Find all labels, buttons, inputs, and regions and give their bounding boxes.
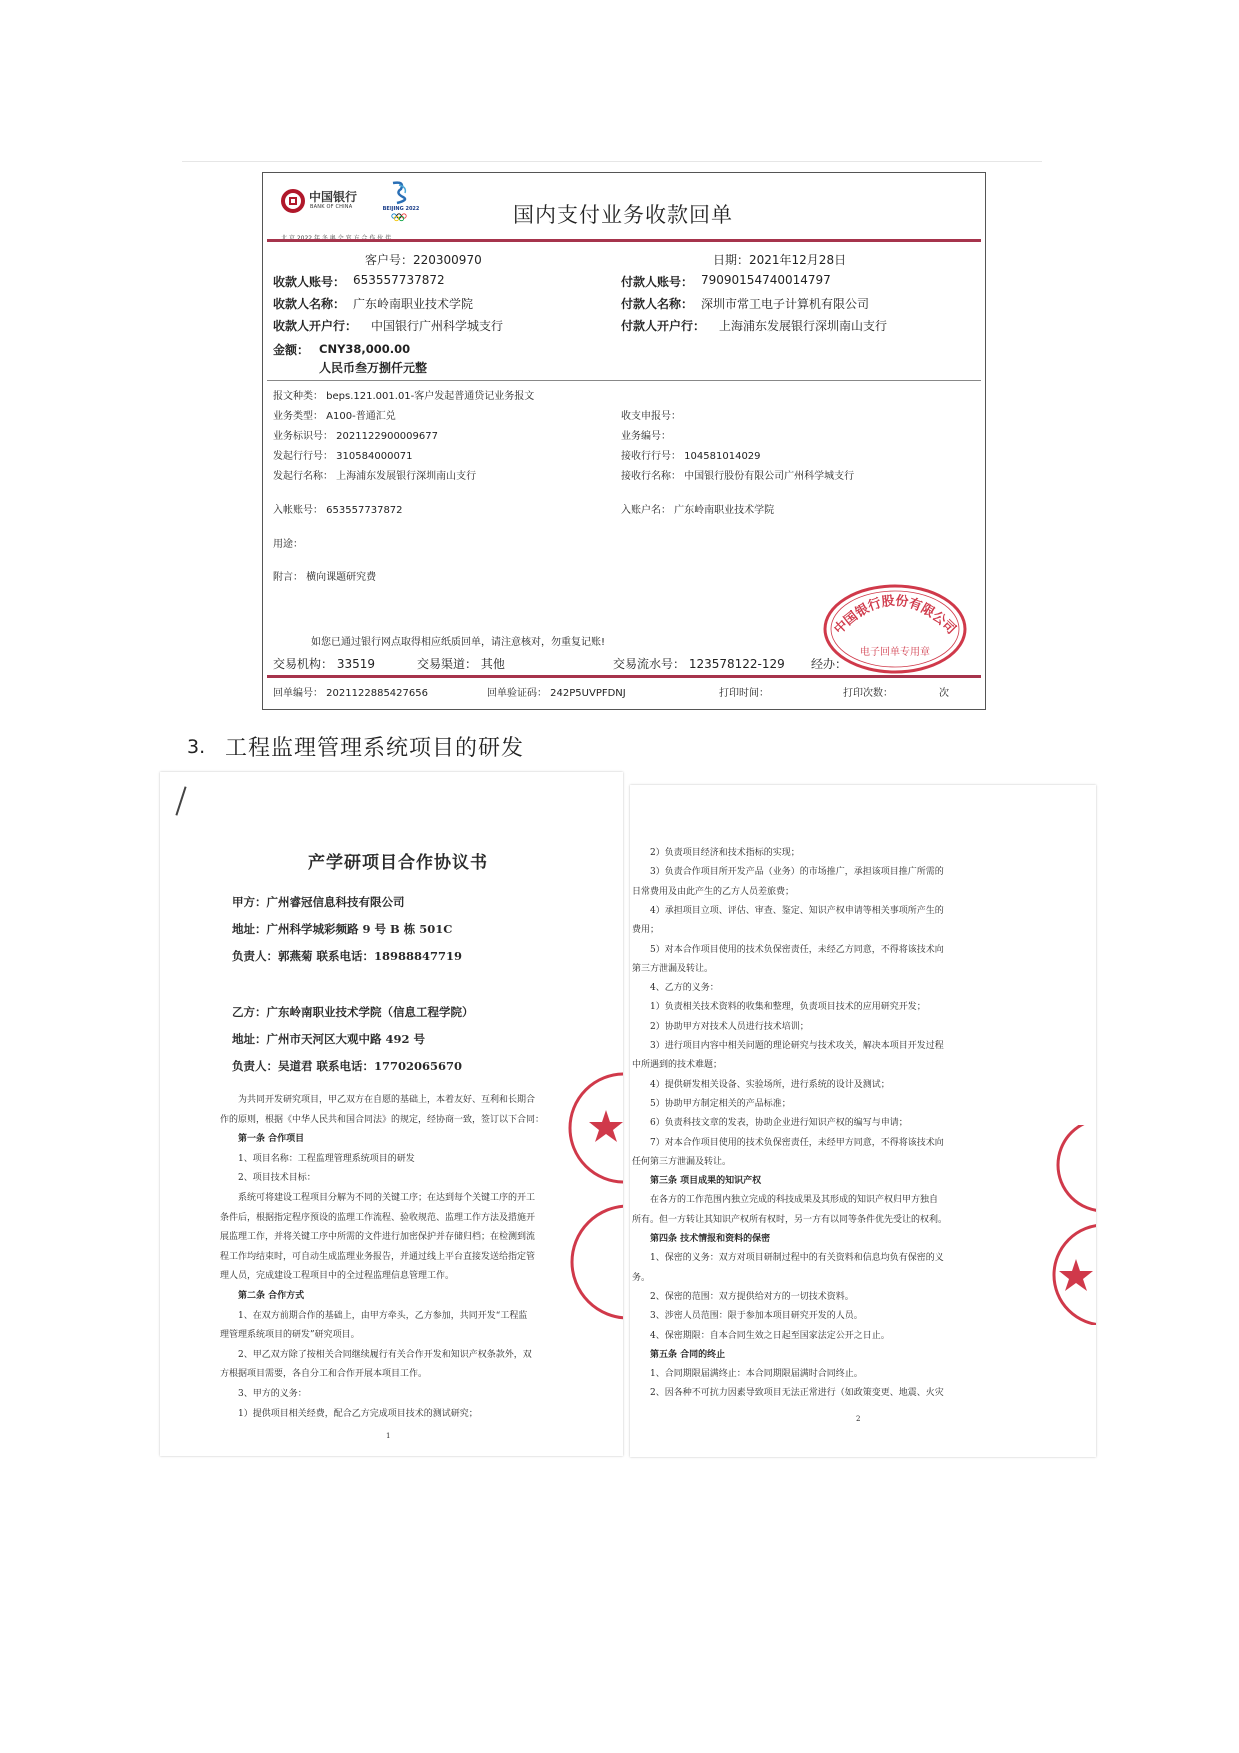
- body-line: 方根据项目需要，各自分工和合作开展本项目工作。: [220, 1369, 428, 1380]
- remark: 附言： 横向课题研究费: [273, 572, 377, 583]
- body-line: 在各方的工作范围内独立完成的科技成果及其形成的知识产权归甲方独自: [650, 1195, 939, 1206]
- red-seal-2: [566, 1192, 623, 1332]
- body-line: 2、甲乙双方除了按相关合同继续履行有关合作开发和知识产权条款外，双: [238, 1349, 532, 1360]
- body-line: 4、乙方的义务：: [650, 983, 719, 994]
- sending-bank-no: 发起行行号： 310584000071: [273, 451, 413, 462]
- body-line: 中所遇到的技术难题；: [632, 1060, 723, 1071]
- payer-account: 79090154740014797: [701, 273, 831, 287]
- body-line: 理人员，完成建设工程项目中的全过程监理信息管理工作。: [220, 1271, 455, 1282]
- top-divider: [182, 161, 1042, 162]
- in-account: 入帐账号： 653557737872: [273, 505, 403, 516]
- stamp-top-text: 中国银行股份有限公司: [831, 593, 959, 638]
- payer-name-label: 付款人名称：: [621, 297, 694, 311]
- body-line: 日常费用及由此产生的乙方人员差旅费；: [632, 886, 795, 897]
- duplicate-notice: 如您已通过银行网点取得相应纸质回单，请注意核对，勿重复记账!: [311, 637, 606, 648]
- boc-logo-icon: [281, 189, 305, 213]
- body-line: 4）提供研发相关设备、实验场所，进行系统的设计及测试；: [650, 1079, 890, 1090]
- red-seal-3: [1046, 1125, 1096, 1325]
- body-line: 所有。但一方转让其知识产权所有权时，另一方有以同等条件优先受让的权利。: [632, 1214, 948, 1225]
- payee-name-label: 收款人名称：: [273, 297, 346, 311]
- sending-bank-name: 发起行名称： 上海浦东发展银行深圳南山支行: [273, 471, 477, 482]
- footer-red-line: [267, 675, 981, 678]
- receipt-title: 国内支付业务收款回单: [513, 203, 733, 227]
- transaction-channel: 交易渠道： 其他: [417, 657, 505, 671]
- party-a: 甲方：广州睿冠信息科技有限公司: [232, 895, 405, 909]
- transaction-serial: 交易流水号： 123578122-129: [613, 657, 785, 671]
- receipt-date: 日期：2021年12月28日: [713, 253, 847, 267]
- body-line: 1、合同期限届满终止：本合同期限届满时合同终止。: [650, 1369, 863, 1380]
- payee-account-label: 收款人账号：: [273, 275, 346, 289]
- agreement-title: 产学研项目合作协议书: [308, 853, 488, 873]
- payee-bank-label: 收款人开户行：: [273, 319, 358, 333]
- customer-no: 客户号：220300970: [365, 253, 482, 267]
- body-line: 1）负责相关技术资料的收集和整理，负责项目技术的应用研究开发；: [650, 1002, 926, 1013]
- stamp-bottom-text: 电子回单专用章: [860, 647, 930, 658]
- body-line: 2、项目技术目标：: [238, 1173, 316, 1184]
- business-no: 业务编号：: [621, 431, 671, 442]
- print-count: 打印次数：: [843, 688, 893, 699]
- payee-name: 广东岭南职业技术学院: [353, 297, 474, 311]
- amount-value: CNY38,000.00: [319, 342, 411, 356]
- in-account-name: 入账户名： 广东岭南职业技术学院: [621, 505, 775, 516]
- body-line: 6）负责科技文章的发表，协助企业进行知识产权的编写与申请；: [650, 1118, 908, 1129]
- body-line: 展监理工作，并将关键工序中所需的文件进行加密保护并存储归档；在检测到流: [220, 1232, 536, 1243]
- body-line: 4）承担项目立项、评估、审查、鉴定、知识产权申请等相关事项所产生的: [650, 905, 944, 916]
- agreement-page-2: [630, 785, 1096, 1457]
- body-line: 第三方泄漏及转让。: [632, 963, 714, 974]
- purpose: 用途：: [273, 539, 303, 550]
- body-line: 3）负责合作项目所开发产品（业务）的市场推广，承担该项目推广所需的: [650, 867, 944, 878]
- body-line: 2）协助甲方对技术人员进行技术培训；: [650, 1021, 809, 1032]
- body-line: 为共同开发研究项目，甲乙双方在自愿的基础上，本着友好、互利和长期合: [238, 1095, 536, 1105]
- verify-code: 回单验证码： 242P5UVPFDNJ: [487, 688, 626, 699]
- business-id: 业务标识号： 2021122900009677: [273, 431, 438, 442]
- section-title: 工程监理管理系统项目的研发: [225, 736, 525, 761]
- party-a-contact: 负责人：郭燕菊 联系电话：18988847719: [232, 949, 463, 963]
- party-a-address: 地址：广州科学城彩频路 9 号 B 栋 501C: [232, 922, 453, 936]
- body-line: 理管理系统项目的研发”研究项目。: [220, 1330, 360, 1341]
- receipt-report-no: 收支申报号：: [621, 411, 681, 422]
- payer-account-label: 付款人账号：: [621, 275, 694, 289]
- amount-words: 人民币叁万捌仟元整: [319, 361, 428, 375]
- body-line: 2、因各种不可抗力因素导致项目无法正常进行（如政策变更、地震、火灾: [650, 1388, 944, 1399]
- pen-mark: [175, 786, 186, 815]
- section-divider: [267, 380, 981, 381]
- body-line: 第二条 合作方式: [238, 1291, 305, 1301]
- body-line: 程工作均结束时，可自动生成监理业务报告，并通过线上平台直接发送给指定管: [220, 1251, 536, 1262]
- page-number: 1: [386, 1432, 391, 1440]
- bank-name-en: BANK OF CHINA: [310, 204, 353, 210]
- payee-bank: 中国银行广州科学城支行: [371, 319, 504, 333]
- body-line: 1、在双方前期合作的基础上，由甲方牵头，乙方参加，共同开发“工程监: [238, 1310, 528, 1321]
- party-b: 乙方：广东岭南职业技术学院（信息工程学院）: [232, 1005, 474, 1019]
- bank-logo: [281, 187, 431, 237]
- body-line: 5）对本合作项目使用的技术负保密责任，未经乙方同意，不得将该技术向: [650, 944, 944, 955]
- header-red-line: [267, 239, 981, 242]
- page-number: 2: [856, 1415, 861, 1423]
- emblem-text: BEIJING 2022: [383, 206, 419, 212]
- body-line: 1、项目名称：工程监理管理系统项目的研发: [238, 1153, 415, 1164]
- receipt-no: 回单编号： 2021122885427656: [273, 688, 428, 699]
- party-b-contact: 负责人：吴道君 联系电话：17702065670: [232, 1059, 463, 1073]
- body-line: 3、甲方的义务：: [238, 1389, 307, 1399]
- payer-name: 深圳市常工电子计算机有限公司: [701, 297, 870, 311]
- party-b-address: 地址：广州市天河区大观中路 492 号: [232, 1032, 426, 1046]
- body-line: 作的原则，根据《中华人民共和国合同法》的规定，经协商一致，签订以下合同：: [220, 1114, 545, 1125]
- red-seal-1: [566, 1070, 623, 1200]
- body-line: 7）对本合作项目使用的技术负保密责任，未经甲方同意，不得将该技术向: [650, 1137, 944, 1148]
- body-line: 系统可将建设工程项目分解为不同的关键工序；在达到每个关键工序的开工: [238, 1193, 536, 1203]
- body-line: 第三条 项目成果的知识产权: [650, 1176, 762, 1187]
- message-type: 报文种类： beps.121.001.01-客户发起普通贷记业务报文: [273, 391, 535, 402]
- body-line: 第一条 合作项目: [238, 1134, 305, 1145]
- body-line: 费用；: [632, 925, 660, 936]
- agreement-page-1: [160, 772, 623, 1456]
- receiving-bank-name: 接收行名称： 中国银行股份有限公司广州科学城支行: [621, 471, 855, 482]
- body-line: 3）进行项目内容中相关问题的理论研究与技术攻关，解决本项目开发过程: [650, 1041, 944, 1051]
- business-type: 业务类型： A100-普通汇兑: [273, 411, 396, 422]
- transaction-org: 交易机构： 33519: [273, 657, 375, 671]
- print-time: 打印时间：: [719, 688, 769, 699]
- body-line: 第五条 合同的终止: [650, 1349, 726, 1360]
- section-number: 3.: [187, 736, 206, 758]
- body-line: 条件后，根据指定程序预设的监理工作流程、验收规范、监理工作方法及措施开: [220, 1212, 536, 1223]
- bank-name: 中国银行: [309, 190, 358, 204]
- print-count-unit: 次: [939, 688, 949, 699]
- payer-bank-label: 付款人开户行：: [621, 319, 706, 333]
- amount-label: 金额：: [273, 343, 310, 357]
- body-line: 4、保密期限：自本合同生效之日起至国家法定公开之日止。: [650, 1330, 890, 1341]
- payee-account: 653557737872: [353, 273, 445, 287]
- olympic-emblem-icon: [383, 179, 419, 223]
- handler: 经办：: [811, 657, 848, 671]
- body-line: 2）负责项目经济和技术指标的实现；: [650, 848, 800, 858]
- body-line: 5）协助甲方制定相关的产品标准；: [650, 1098, 791, 1109]
- body-line: 1）提供项目相关经费，配合乙方完成项目技术的测试研究；: [238, 1408, 478, 1419]
- receiving-bank-no: 接收行行号： 104581014029: [621, 451, 761, 462]
- body-line: 务。: [632, 1272, 651, 1283]
- payer-bank: 上海浦东发展银行深圳南山支行: [719, 319, 888, 333]
- body-line: 1、保密的义务：双方对项目研制过程中的有关资料和信息均负有保密的义: [650, 1253, 944, 1264]
- body-line: 第四条 技术情报和资料的保密: [650, 1234, 771, 1244]
- body-line: 2、保密的范围：双方提供给对方的一切技术资料。: [650, 1291, 854, 1302]
- bank-receipt: [262, 172, 986, 710]
- body-line: 3、涉密人员范围：限于参加本项目研究开发的人员。: [650, 1311, 863, 1322]
- body-line: 任何第三方泄漏及转让。: [632, 1156, 732, 1167]
